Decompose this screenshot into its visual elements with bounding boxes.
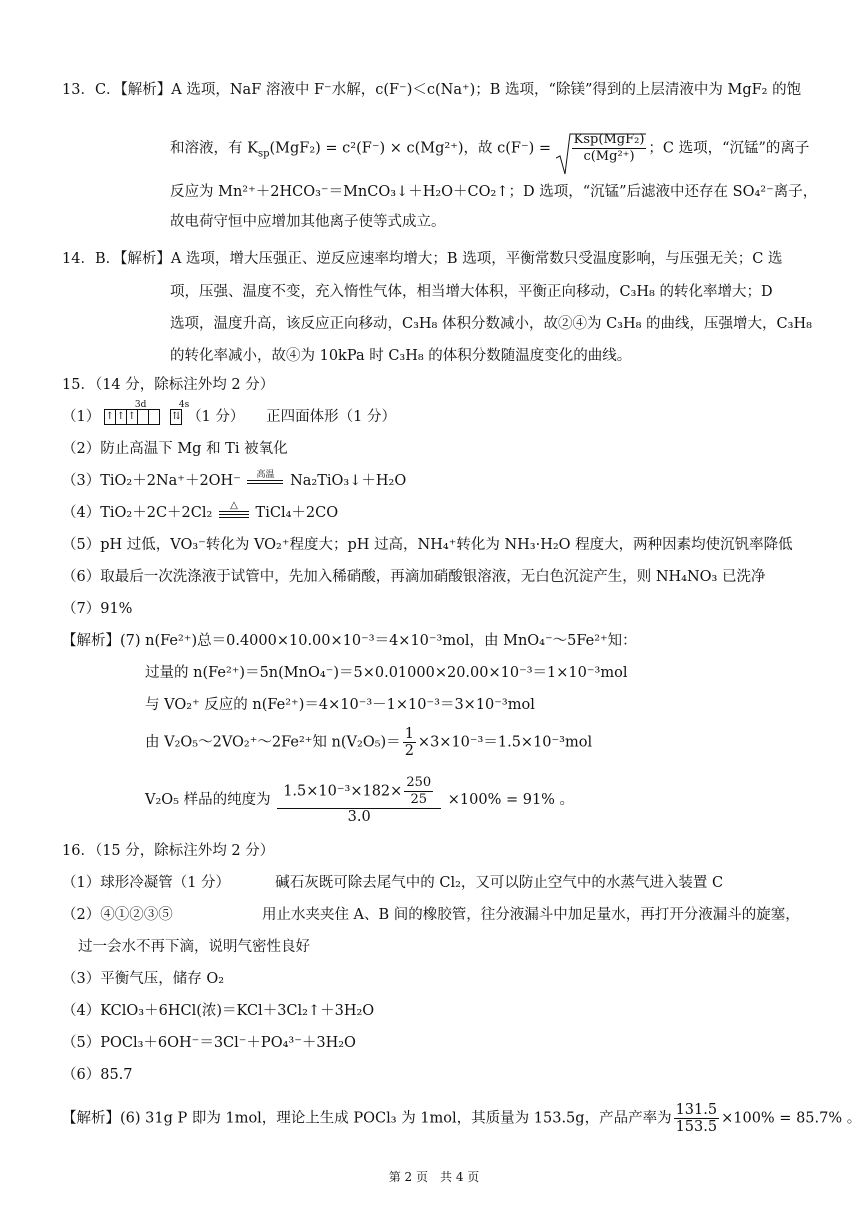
sqrt-denominator: c(Mg²⁺) — [583, 149, 635, 164]
q16-answer-3: （3）平衡气压，储存 O₂ — [62, 971, 225, 987]
q15-heading: 15．（14 分，除标注外均 2 分） — [62, 377, 275, 393]
sqrt-expression — [556, 132, 649, 165]
q15-explanation-4 — [145, 726, 592, 759]
q16-a1a: （1）球形冷凝管（1 分） — [62, 875, 231, 891]
q13-line-3: 反应为 Mn²⁺＋2HCO₃⁻＝MnCO₃↓＋H₂O＋CO₂↑；D 选项，“沉锰”后滤液中还存在 SO₄²⁻离子， — [170, 184, 818, 200]
q16-heading: 16．（15 分，除标注外均 2 分） — [62, 843, 275, 859]
q15-e5-post: ×100% = 91% 。 — [447, 792, 575, 808]
reaction-condition-heat — [217, 500, 251, 523]
q15-a3-post: Na₂TiO₃↓＋H₂O — [290, 473, 407, 489]
purity-numerator — [277, 775, 441, 809]
q15-answer-2: （2）防止高温下 Mg 和 Ti 被氧化 — [62, 441, 288, 457]
orbital-label-4s: 4s — [178, 400, 190, 410]
orbital-box-3d-2: ↑ — [115, 409, 127, 425]
q15-e4-post: ×3×10⁻³＝1.5×10⁻³mol — [417, 734, 593, 751]
q16-a2a: （2）④①②③⑤ — [62, 907, 173, 923]
q15-answer-1 — [62, 400, 396, 427]
q16-e1-pre: 【解析】(6) 31g P 即为 1mol，理论上生成 POCl₃ 为 1mol，其质量为 153.5g，产品产率为 — [62, 1110, 672, 1127]
q14-line-4: 的转化率减小，故④为 10kPa 时 C₃H₈ 的体积分数随温度变化的曲线。 — [170, 348, 632, 364]
orbital-diagram — [105, 400, 190, 427]
q15-e5-pre: V₂O₅ 样品的纯度为 — [145, 792, 271, 808]
q13-l2d: ；C 选项，“沉锰”的离子 — [648, 140, 810, 157]
orbital-label-3d: 3d — [134, 400, 147, 410]
reaction-condition — [245, 471, 285, 491]
q15-answer-7: （7）91% — [62, 601, 133, 617]
sqrt-numerator: Ksp(MgF₂) — [573, 132, 645, 147]
q16-a2b: 用止水夹夹住 A、B 间的橡胶管，往分液漏斗中加足量水，再打开分液漏斗的旋塞， — [261, 907, 800, 923]
q15-a1-prefix: （1） — [62, 409, 101, 425]
half-denominator: 2 — [404, 743, 414, 759]
yield-numerator: 131.5 — [675, 1102, 718, 1118]
q13-l2c: (MgF₂) = c²(F⁻) × c(Mg²⁺)，故 c(F⁻) = — [269, 140, 556, 157]
q15-a4-post: TiCl₄＋2CO — [255, 505, 339, 521]
q13-l2a: 和溶液，有 K — [170, 140, 258, 157]
orbital-box-4s: ⇅ — [170, 409, 182, 425]
q15-answer-5: （5）pH 过低，VO₃⁻转化为 VO₂⁺程度大；pH 过高，NH₄⁺转化为 NH₃·H₂O 程度大，两种因素均使沉钒率降低 — [62, 537, 793, 553]
q15-explanation-2: 过量的 n(Fe²⁺)＝5n(MnO₄⁻)＝5×0.01000×20.00×10⁻³＝1×10⁻³mol — [145, 665, 628, 681]
q16-answer-2 — [62, 905, 800, 925]
q14-line-3: 选项，温度升高，该反应正向移动，C₃H₈ 体积分数减小，故②④为 C₃H₈ 的曲线，压强增大，C₃H₈ — [170, 316, 812, 332]
page-footer: 第 2 页 共 4 页 — [388, 1170, 480, 1184]
q15-explanation-3: 与 VO₂⁺ 反应的 n(Fe²⁺)＝4×10⁻³－1×10⁻³＝3×10⁻³mol — [145, 697, 535, 713]
q16-e1-post: ×100% = 85.7% 。 — [721, 1110, 862, 1127]
yield-denominator: 153.5 — [675, 1119, 718, 1135]
heat-triangle-icon: △ — [230, 500, 238, 511]
inner-denominator: 25 — [410, 792, 427, 807]
condition-high-temp: 高温 — [256, 470, 275, 480]
purity-fraction — [277, 775, 441, 825]
q15-answer-3 — [62, 471, 406, 491]
purity-denominator: 3.0 — [347, 809, 371, 825]
inner-numerator: 250 — [406, 775, 432, 790]
orbital-box-3d-1: ↑ — [104, 409, 116, 425]
q15-answer-6: （6）取最后一次洗涤液于试管中，先加入稀硝酸，再滴加硝酸银溶液，无白色沉淀产生，则 NH₄NO₃ 已洗净 — [62, 569, 766, 585]
q16-answer-5: （5）POCl₃＋6OH⁻＝3Cl⁻＋PO₄³⁻＋3H₂O — [62, 1035, 356, 1051]
q16-explanation-1 — [62, 1102, 861, 1135]
q16-answer-2-cont: 过一会水不再下滴，说明气密性良好 — [78, 939, 310, 955]
q14-line-1: 14．B．【解析】A 选项，增大压强正、逆反应速率均增大；B 选项，平衡常数只受温度影响，与压强无关；C 选 — [62, 251, 783, 267]
orbital-box-3d-3: ↑ — [126, 409, 138, 425]
q15-e4-pre: 由 V₂O₅～2VO₂⁺～2Fe²⁺知 n(V₂O₅)＝ — [145, 734, 401, 751]
sqrt-sign-icon — [556, 132, 646, 176]
q16-answer-6: （6）85.7 — [62, 1067, 133, 1083]
half-numerator: 1 — [404, 726, 414, 742]
q13-l2b: sp — [257, 148, 270, 160]
q15-answer-4 — [62, 500, 339, 523]
q15-explanation-1: 【解析】(7) n(Fe²⁺)总＝0.4000×10.00×10⁻³＝4×10⁻³mol，由 MnO₄⁻～5Fe²⁺知： — [62, 633, 637, 649]
q13-line-2 — [170, 132, 809, 165]
q15-a3-pre: （3）TiO₂＋2Na⁺＋2OH⁻ — [62, 473, 241, 489]
q16-a1b: 碱石灰既可除去尾气中的 Cl₂，又可以防止空气中的水蒸气进入装置 C — [275, 875, 724, 891]
q16-answer-1 — [62, 873, 723, 893]
q15-a1-suffix: （1 分） 正四面体形（1 分） — [187, 409, 396, 425]
q13-line-4: 故电荷守恒中应增加其他离子使等式成立。 — [170, 214, 446, 230]
q15-explanation-5 — [145, 775, 574, 825]
q15-a4-pre: （4）TiO₂＋2C＋2Cl₂ — [62, 505, 213, 521]
q16-answer-4: （4）KClO₃＋6HCl(浓)＝KCl＋3Cl₂↑＋3H₂O — [62, 1003, 375, 1019]
q13-line-1: 13．C．【解析】A 选项，NaF 溶液中 F⁻水解，c(F⁻)＜c(Na⁺)；B 选项，“除镁”得到的上层清液中为 MgF₂ 的饱 — [62, 82, 802, 98]
orbital-box-3d-5 — [148, 409, 160, 425]
q14-line-2: 项，压强、温度不变，充入惰性气体，相当增大体积，平衡正向移动，C₃H₈ 的转化率增大；D — [170, 284, 773, 300]
purity-num-text: 1.5×10⁻³×182× — [283, 783, 403, 800]
